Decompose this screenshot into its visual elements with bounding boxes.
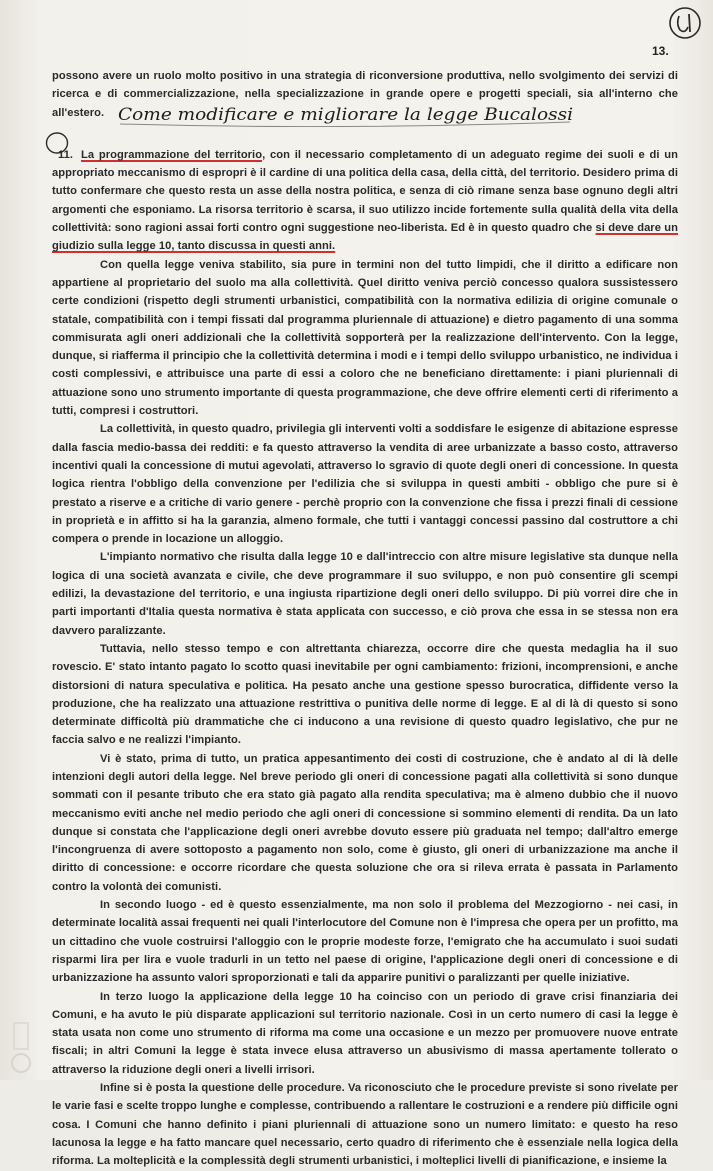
page-number: 13.: [652, 44, 669, 58]
underlined-heading: La programmazione del territorio: [81, 148, 263, 161]
paragraph: In secondo luogo - ed è questo essenzialmente, ma non solo il problema del Mezzogiorno - nei casi, in determinate località assai frequenti nei quali l'interlocutore del Comune non è l'impresa che opera per un profitto, ma un cittadino che vuole costruirsi l'alloggio con le proprie modeste forze, l'emigrato che ha accumulato i suoi sudati risparmi lira per lira e vuole tradurli in un tetto nel paese di origine, l'applicazione degli oneri di concessione e di urbanizzazione ha assunto valori sproporzionati e tali da apparire punitivi o paralizzanti per quelle iniziative.: [52, 899, 678, 985]
handwritten-title-text: Come modificare e migliorare la legge Bucalossi: [118, 105, 573, 125]
paragraph-intro: possono avere un ruolo molto positivo in una strategia di riconversione produttiva, nello svolgimento dei servizi di ricerca e di commercializzazione, nella specializzazione in grande opere e progetti speciali, sia all'interno che all'estero.: [52, 70, 678, 119]
body-text: [52, 67, 678, 1171]
corner-annotation-icon: [666, 4, 704, 42]
paragraph: La collettività, in questo quadro, privilegia gli interventi volti a soddisfare le esigenze di abitazione espresse dalla fascia medio-bassa dei redditi: e fa questo attraverso la vendita di aree urbanizzate a basso costo, attraverso incentivi quali la concessione di mutui agevolati, attraverso lo sgravio di quote degli oneri di concessione. In questa logica rientra l'obbligo della convenzione per l'edilizia che si sviluppa in questi ambiti - obbligo che pure si è prestato a riserve e a critiche di vario genere - perchè proprio con la convenzione che fissa i prezzi finali di cessione in proprietà e in affitto si ha la garanzia, almeno formale, che tutti i vantaggi concessi passino dal costruttore a chi compera o prende in locazione un alloggio.: [52, 423, 678, 546]
archive-watermark-icon: [6, 1015, 36, 1075]
paragraph: Con quella legge veniva stabilito, sia pure in termini non del tutto limpidi, che il diritto a edificare non appartiene al proprietario del suolo ma alla collettività. Quel diritto veniva perciò concesso qualora sussistessero certe condizioni (rispetto degli strumenti urbanistici, compatibilità con la normativa edilizia di origine comunale o statale, compatibilità con i tempi fissati dal programma pluriennale di attuazione) e dietro pagamento di una somma commisurata agli oneri addizionali che la collettività sopporterà per la realizzazione dell'intervento. Con la legge, dunque, si riafferma il principio che la collettività determina i modi e i tempi dello sviluppo urbanistico, ne individua i costi complessivi, e attribuisce una parte di essi a coloro che ne beneficiano direttamente: i piani pluriennali di attuazione sono uno strumento importante di questa programmazione, che deve offrire elementi certi di riferimento a tutti, compresi i costruttori.: [52, 258, 678, 418]
underlined-phrase: si deve dare un giudizio sulla legge 10, tanto discussa in questi anni.: [52, 222, 678, 253]
paragraph: Tuttavia, nello stesso tempo e con altrettanta chiarezza, occorre dire che questa medaglia ha il suo rovescio. E' stato intanto pagato lo scotto quasi inevitabile per ogni cambiamento: frizioni, incomprensioni, e anche distorsioni di natura speculativa e politica. Ha pesato anche una gestione spesso burocratica, diffidente verso la produzione, che ha realizzato una attuazione restrittiva o punitiva delle norme di legge. E al di là di questo si sono determinate difficoltà più drammatiche che ci inducono a una revisione di questo quadro legislativo, che pur ne faccia salvo e ne realizzi l'impianto.: [52, 642, 678, 747]
paragraph-section-11: [52, 146, 678, 256]
paragraph: In terzo luogo la applicazione della legge 10 ha coinciso con un periodo di grave crisi finanziaria dei Comuni, e ha avuto le più disparate applicazioni sul territorio nazionale. Così in un certo numero di casi la legge è stata usata non come uno strumento di riforma ma come una occasione e un mezzo per promuovere nuove entrate fiscali; in altri Comuni la legge è stata invece elusa attraverso un abusivismo di massa apertamente tollerato o attraverso la riduzione degli oneri a livelli irrisori.: [52, 990, 678, 1076]
paragraph: L'impianto normativo che risulta dalla legge 10 e dall'intreccio con altre misure legislative sta dunque nella logica di una società avanzata e civile, che deve programmare il suo sviluppo, e non può consentire gli scempi edilizi, la devastazione del territorio, e una ingiusta ripartizione degli oneri dello sviluppo. Di più vorrei dire che in parti importanti d'Italia questa normativa è stata applicata con successo, e ciò prova che essa in se stessa non era davvero paralizzante.: [52, 551, 678, 637]
paragraph-text: , con il necessario completamento di un adeguato regime dei suoli e di un appropriato meccanismo di espropri è il cardine di una politica della casa, della città, del territorio. Desidero prima di tutto confermare che questo resta un asse della nostra politica, e senza di ciò rimane senza base ognuno degli altri argomenti che esponiamo. La risorsa territorio è scarsa, il suo utilizzo incide fortemente sulla qualità della vita della collettività: sono ragioni assai forti contro ogni suggestione neo-liberista. Ed è in questo quadro che: [52, 148, 678, 235]
paragraph: Vi è stato, prima di tutto, un pratica appesantimento dei costi di costruzione, che è andato al di là delle intenzioni degli autori della legge. Nel breve periodo gli oneri di concessione pagati alla collettività si sono dunque sommati con il pesante tributo che era stato già pagato alla rendita speculativa; ma è almeno dubbio che il nuovo meccanismo eviti anche nel medio periodo che agli oneri di concessione si sommino elementi di rendita. Da un lato dunque si constata che l'applicazione degli oneri avrebbe dovuto essere più graduata nel tempo; dall'altro emerge l'incongruenza di avere sottoposto a pagamento non solo, come è giusto, gli oneri di urbanizzazione ma anche il diritto di concessione: e occorre ricordare che questa soluzione che ora si rileva errata è passata in Parlamento contro la volontà dei comunisti.: [52, 752, 678, 893]
corner-annotation-label: 01: [684, 28, 686, 29]
section-number: 11.: [58, 148, 74, 161]
paragraph: Infine si è posta la questione delle procedure. Va riconosciuto che le procedure previste si sono rivelate per le varie fasi e scelte troppo lunghe e complesse, contribuendo a rallentare le costruzioni e a rendere più difficile ogni cosa. I Comuni che hanno definito i piani pluriennali di attuazione sono un numero limitato: e questo ha reso lacunosa la legge e ha fatto mancare quel necessario, certo quadro di riferimento che è essenziale nella logica della riforma. La molteplicità e la complessità degli strumenti urbanistici, i molteplici livelli di pianificazione, e insieme la: [52, 1082, 678, 1168]
